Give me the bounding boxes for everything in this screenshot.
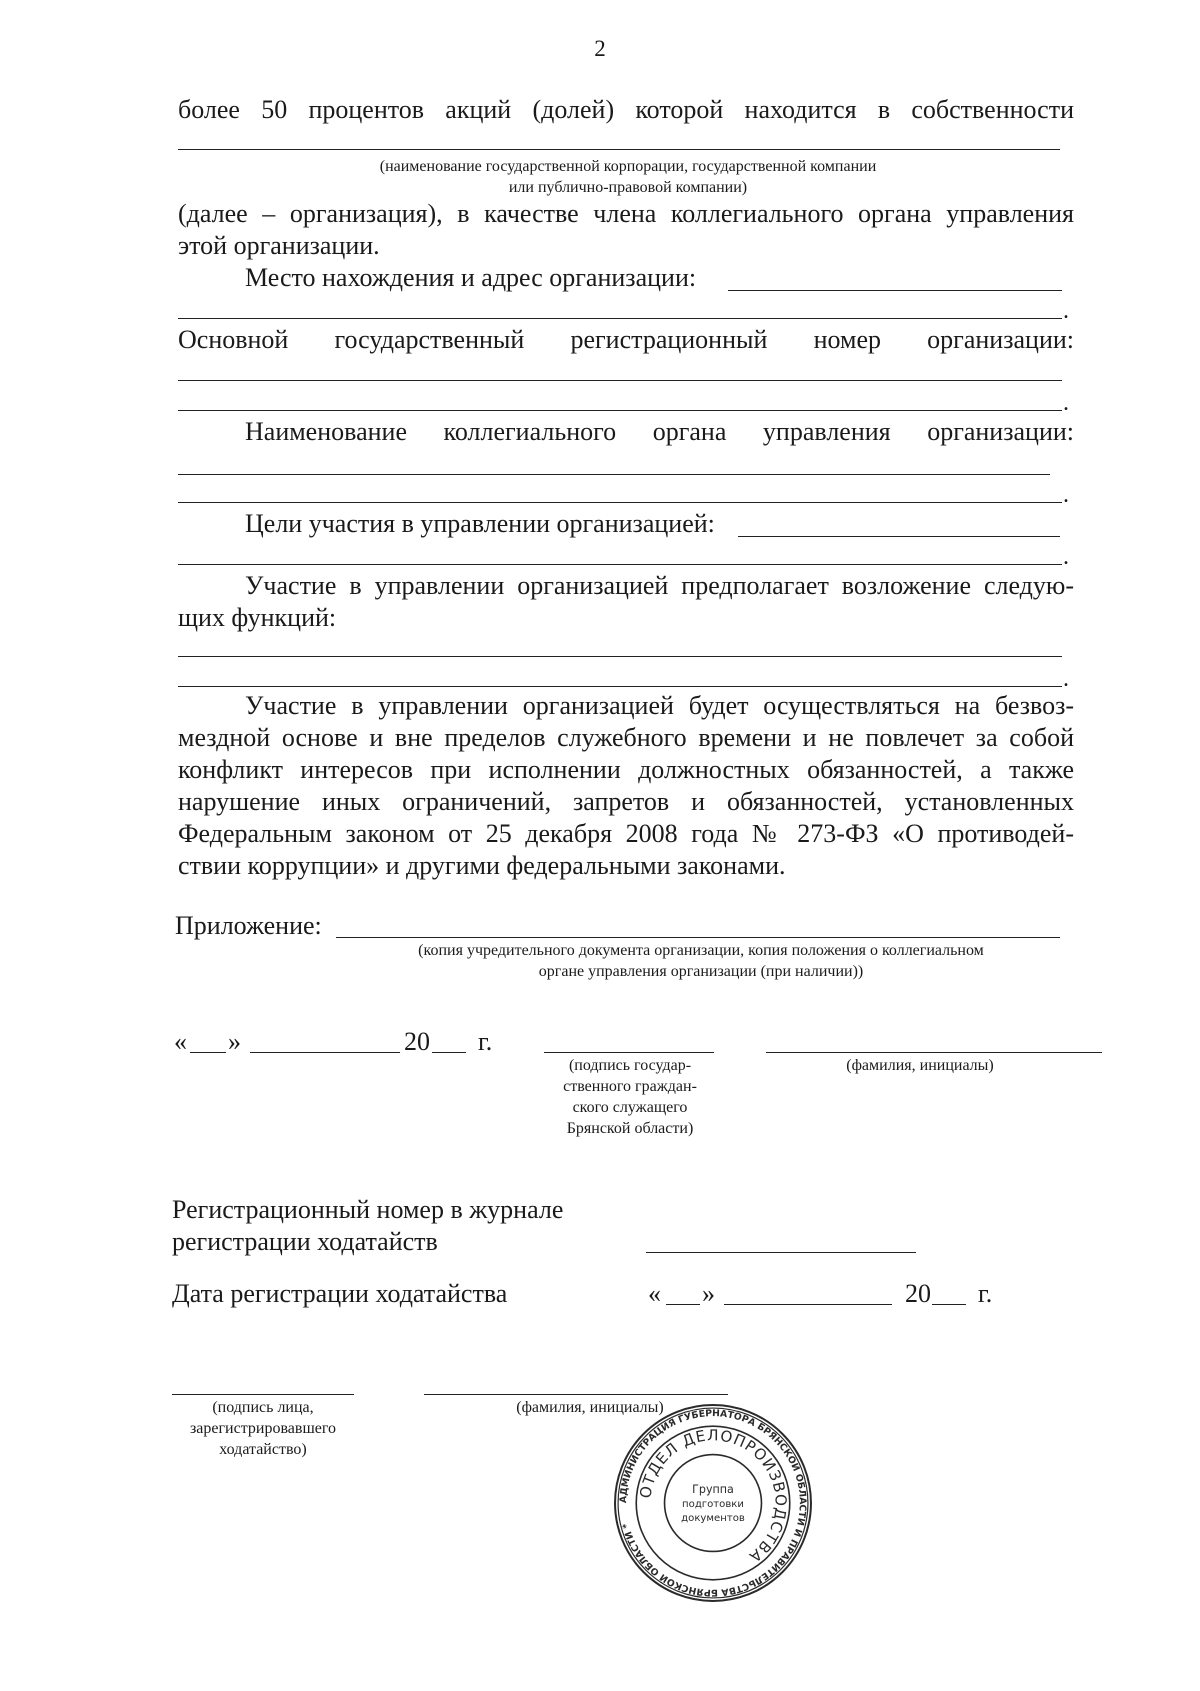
reg-year-suffix: г. xyxy=(978,1279,993,1308)
period-mark: . xyxy=(1063,390,1069,416)
governing-body-blank-1[interactable] xyxy=(178,474,1050,475)
location-blank-2[interactable] xyxy=(178,318,1062,319)
period-mark: . xyxy=(1063,544,1069,570)
functions-line-2: щих функций: xyxy=(178,603,337,632)
goals-label: Цели участия в управлении организацией: xyxy=(245,509,715,538)
caption-registrar-1: (подпись лица, xyxy=(212,1399,314,1416)
caption-signature-4: Брянской области) xyxy=(566,1120,694,1137)
registrar-signature-blank[interactable] xyxy=(172,1394,354,1395)
stamp-middle-text: ОТДЕЛ ДЕЛОПРОИЗВОДСТВА xyxy=(636,1426,790,1567)
reg-date-close-quote: » xyxy=(702,1279,715,1308)
stamp-center-line-1: Группа xyxy=(692,1482,734,1496)
ogrn-blank-1[interactable] xyxy=(178,380,1062,381)
period-mark: . xyxy=(1063,666,1069,692)
reg-date-label: Дата регистрации ходатайства xyxy=(172,1279,508,1308)
org-paragraph-line-2: этой организации. xyxy=(178,231,380,260)
functions-blank-2[interactable] xyxy=(178,686,1062,687)
registrar-fio-blank[interactable] xyxy=(424,1394,728,1395)
caption-fio: (фамилия, инициалы) xyxy=(846,1057,994,1074)
date-day-blank[interactable] xyxy=(190,1052,226,1053)
free-basis-line-2: мездной основе и вне пределов служебного времени и не повлечет за собой xyxy=(178,723,1074,752)
governing-body-blank-2[interactable] xyxy=(178,502,1062,503)
caption-registrar-3: ходатайство) xyxy=(219,1441,307,1458)
goals-blank-2[interactable] xyxy=(178,564,1062,565)
free-basis-line-1: Участие в управлении организацией будет осуществляться на безвоз- xyxy=(245,691,1074,720)
reg-date-year-blank[interactable] xyxy=(932,1304,966,1305)
ogrn-blank-2[interactable] xyxy=(178,410,1062,411)
reg-date-open-quote: « xyxy=(648,1279,661,1308)
org-paragraph-line-1: (далее – организация), в качестве члена коллегиального органа управления xyxy=(178,199,1074,228)
fio-blank[interactable] xyxy=(766,1052,1102,1053)
signature-blank[interactable] xyxy=(544,1052,714,1053)
ogrn-label: Основной государственный регистрационный номер организации: xyxy=(178,325,1074,354)
caption-attachment-1: (копия учредительного документа организации, копия положения о коллегиальном xyxy=(418,942,984,959)
caption-signature-3: ского служащего xyxy=(572,1099,688,1116)
intro-line: более 50 процентов акций (долей) которой находится в собственности xyxy=(178,95,1074,124)
caption-attachment-2: органе управления организации (при наличии)) xyxy=(538,963,864,980)
reg-date-month-blank[interactable] xyxy=(724,1304,892,1305)
stamp-center-line-3: документов xyxy=(681,1513,745,1525)
functions-blank-1[interactable] xyxy=(178,656,1062,657)
year-prefix: 20 xyxy=(404,1027,430,1056)
year-suffix: г. xyxy=(478,1027,493,1056)
reg-number-blank[interactable] xyxy=(646,1252,916,1253)
department-stamp xyxy=(612,1402,814,1604)
caption-registrar-2: зарегистрировавшего xyxy=(189,1420,337,1437)
reg-date-day-blank[interactable] xyxy=(666,1304,700,1305)
attachment-blank[interactable] xyxy=(336,937,1060,938)
free-basis-line-5: Федеральным законом от 25 декабря 2008 года № 273-ФЗ «О противодей- xyxy=(178,819,1074,848)
reg-year-prefix: 20 xyxy=(905,1279,931,1308)
period-mark: . xyxy=(1063,482,1069,508)
location-label: Место нахождения и адрес организации: xyxy=(245,263,697,292)
reg-number-line-2: регистрации ходатайств xyxy=(172,1227,438,1256)
goals-blank-1[interactable] xyxy=(738,536,1060,537)
free-basis-line-6: ствии коррупции» и другими федеральными законами. xyxy=(178,851,786,880)
date-close-quote: » xyxy=(228,1027,241,1056)
caption-corporation-2: или публично-правовой компании) xyxy=(508,179,748,196)
date-open-quote: « xyxy=(174,1027,187,1056)
caption-registrar-fio: (фамилия, инициалы) xyxy=(516,1399,664,1416)
date-month-blank[interactable] xyxy=(250,1052,400,1053)
caption-signature-1: (подпись государ- xyxy=(568,1057,692,1074)
free-basis-line-3: конфликт интересов при исполнении должностных обязанностей, а также xyxy=(178,755,1074,784)
reg-number-line-1: Регистрационный номер в журнале xyxy=(172,1195,564,1224)
functions-line-1: Участие в управлении организацией предполагает возложение следую- xyxy=(245,571,1074,600)
period-mark: . xyxy=(1063,298,1069,324)
stamp-outer-text: АДМИНИСТРАЦИЯ ГУБЕРНАТОРА БРЯНСКОЙ ОБЛАСТИ И ПРАВИТЕЛЬСТВА БРЯНСКОЙ ОБЛАСТИ * xyxy=(618,1408,808,1598)
location-blank-1[interactable] xyxy=(728,290,1062,291)
stamp-center-line-2: подготовки xyxy=(682,1499,744,1511)
caption-corporation-1: (наименование государственной корпорации, государственной компании xyxy=(379,158,877,175)
corporation-name-blank[interactable] xyxy=(178,149,1060,150)
attachment-label: Приложение: xyxy=(175,911,322,940)
governing-body-label: Наименование коллегиального органа управления организации: xyxy=(245,417,1074,446)
date-year-blank[interactable] xyxy=(432,1052,466,1053)
free-basis-line-4: нарушение иных ограничений, запретов и обязанностей, установленных xyxy=(178,787,1074,816)
caption-signature-2: ственного граждан- xyxy=(563,1078,697,1095)
page-number: 2 xyxy=(594,36,606,61)
